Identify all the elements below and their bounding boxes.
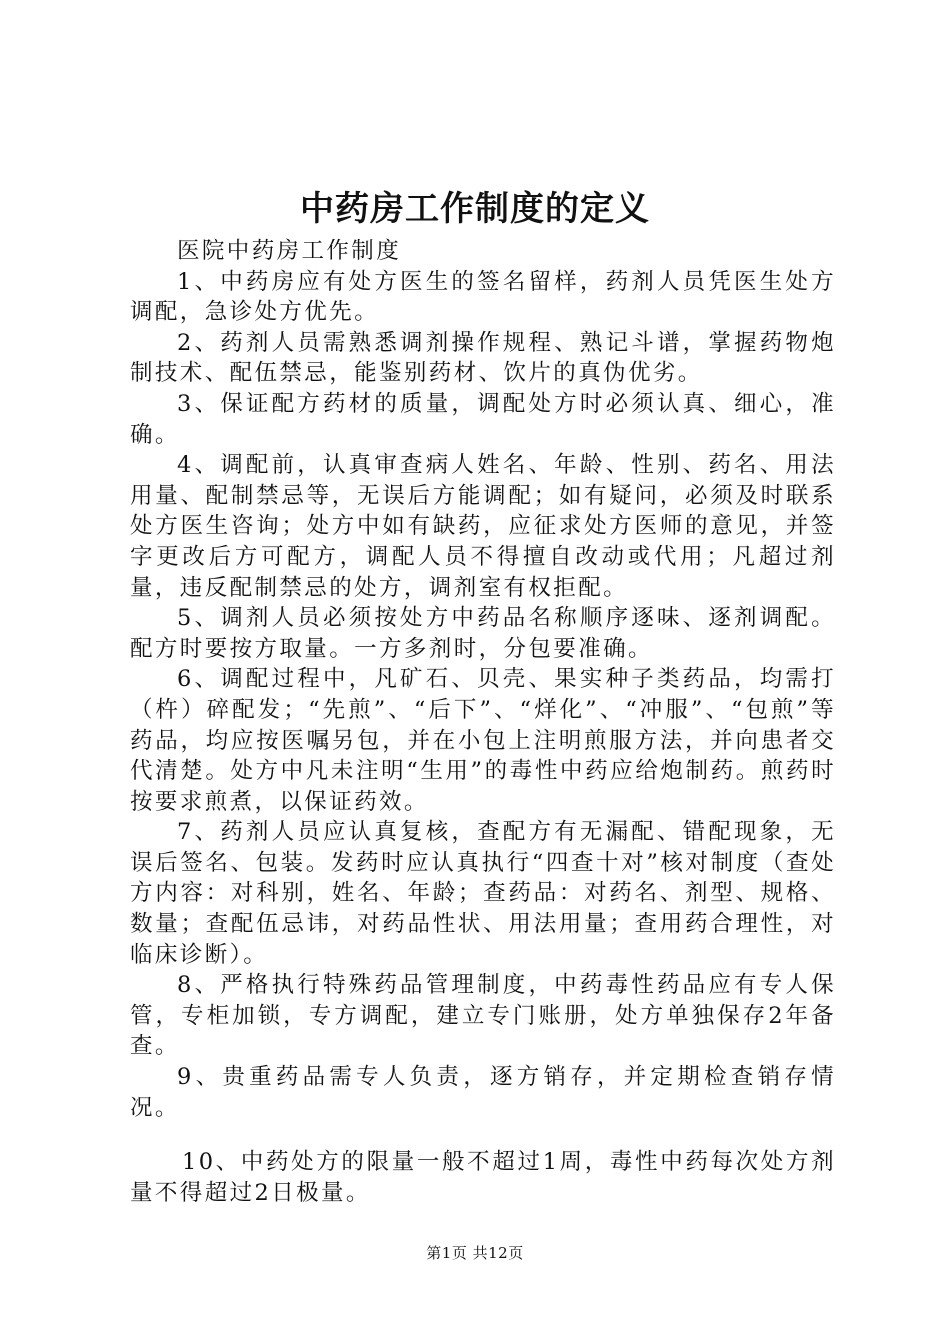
page-footer: 第1页 共12页: [426, 1244, 524, 1262]
document-title: 中药房工作制度的定义: [300, 189, 650, 229]
rule-paragraph-8: 8、严格执行特殊药品管理制度，中药毒性药品应有专人保管，专柜加锁，专方调配，建立专门账册，处方单独保存2年备查。: [130, 972, 836, 1060]
rule-paragraph-5: 5、调剂人员必须按处方中药品名称顺序逐味、逐剂调配。配方时要按方取量。一方多剂时，分包要准确。: [130, 605, 836, 662]
rule-paragraph-3: 3、保证配方药材的质量，调配处方时必须认真、细心，准确。: [130, 390, 836, 448]
document-body: [130, 236, 836, 1208]
rule-paragraph-6: 6、调配过程中，凡矿石、贝壳、果实种子类药品，均需打（杵）碎配发；“先煎”、“后下”、“烊化”、“冲服”、“包煎”等药品，均应按医嘱另包，并在小包上注明煎服方法，并向患者交代清楚。处方中凡未注明“生用”的毒性中药应给炮制药。煎药时按要求煎煮，以保证药效。: [130, 666, 836, 815]
rule-paragraph-4: 4、调配前，认真审查病人姓名、年龄、性别、药名、用法用量、配制禁忌等，无误后方能调配；如有疑问，必须及时联系处方医生咨询；处方中如有缺药，应征求处方医师的意见，并签字更改后方可配方，调配人员不得擅自改动或代用；凡超过剂量，违反配制禁忌的处方，调剂室有权拒配。: [130, 452, 836, 601]
rule-paragraph-1: 1、中药房应有处方医生的签名留样，药剂人员凭医生处方调配，急诊处方优先。: [130, 268, 836, 326]
rule-paragraph-7: 7、药剂人员应认真复核，查配方有无漏配、错配现象，无误后签名、包装。发药时应认真执行“四查十对”核对制度（查处方内容：对科别，姓名、年龄；查药品：对药名、剂型、规格、数量；查配伍忌讳，对药品性状、用法用量；查用药合理性，对临床诊断）。: [130, 819, 836, 968]
rule-paragraph-10: 10、中药处方的限量一般不超过1周，毒性中药每次处方剂量不得超过2日极量。: [130, 1149, 836, 1206]
rule-paragraph-2: 2、药剂人员需熟悉调剂操作规程、熟记斗谱，掌握药物炮制技术、配伍禁忌，能鉴别药材、饮片的真伪优劣。: [130, 329, 836, 387]
document-subtitle: 医院中药房工作制度: [177, 238, 402, 264]
rule-paragraph-9: 9、贵重药品需专人负责，逐方销存，并定期检查销存情况。: [130, 1064, 836, 1121]
